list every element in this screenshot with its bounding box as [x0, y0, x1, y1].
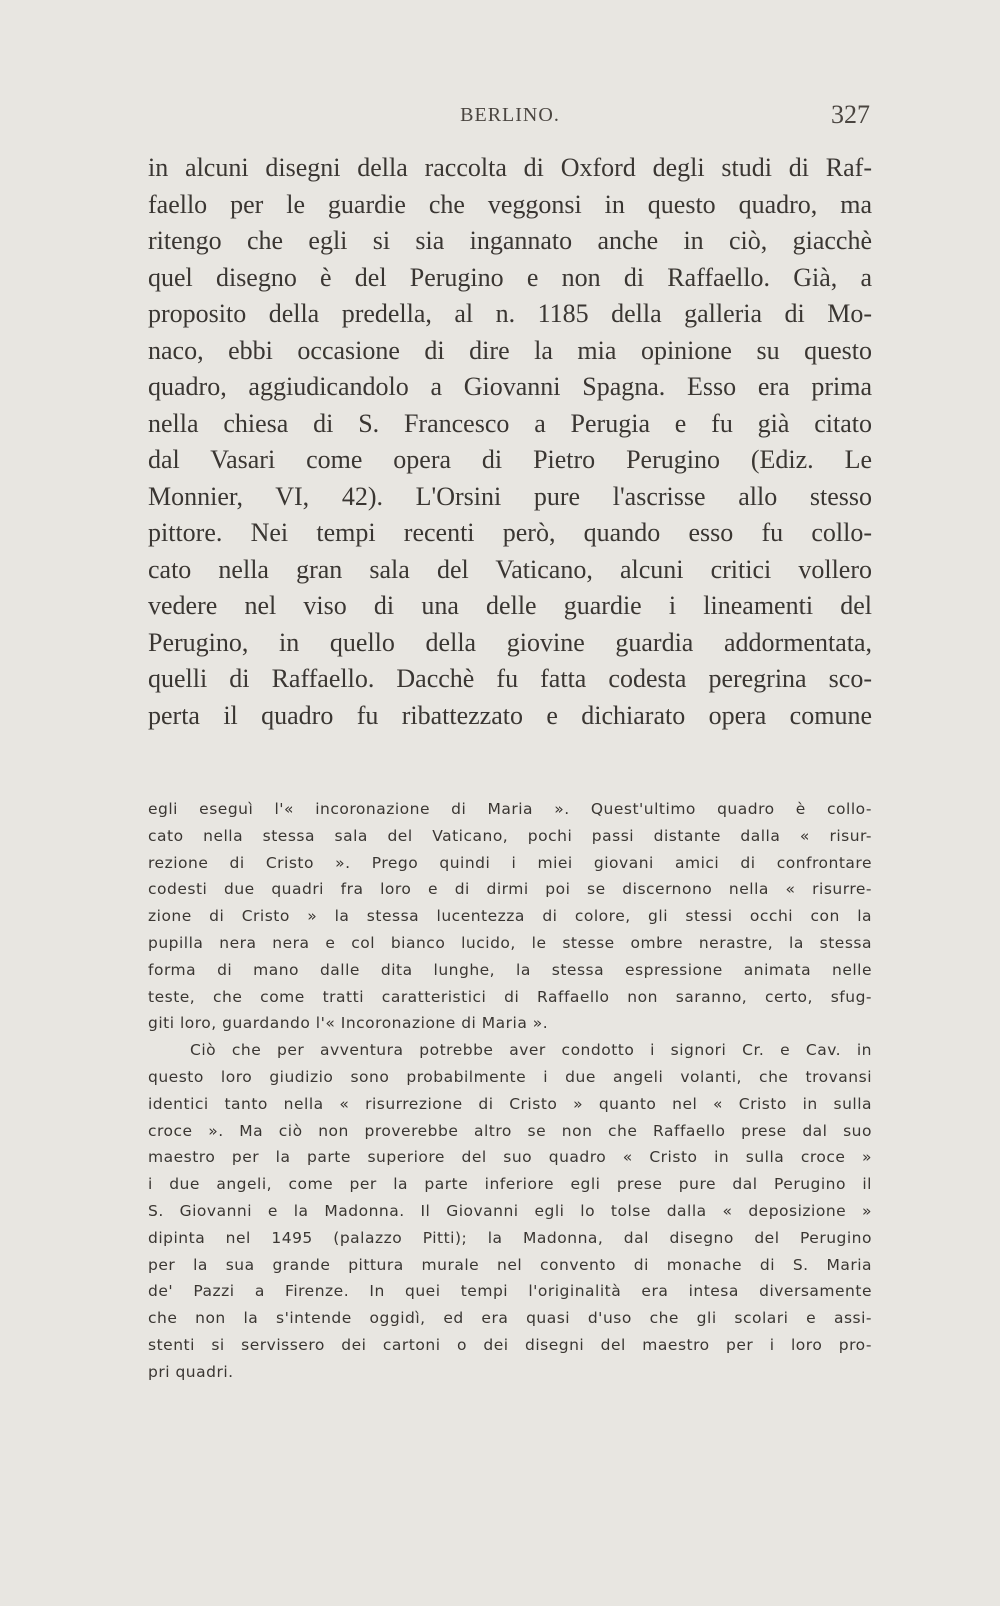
note-line: maestro per la parte superiore del suo quadro « Cristo in sulla croce »: [148, 1148, 872, 1167]
note-line: forma di mano dalle dita lunghe, la stessa espressione animata nelle: [148, 960, 872, 979]
note-line: pupilla nera nera e col bianco lucido, le stesse ombre nerastre, la stessa: [148, 933, 872, 952]
body-line: perta il quadro fu ribattezzato e dichiarato opera comune: [148, 700, 872, 730]
note-line: de' Pazzi a Firenze. In quei tempi l'originalità era intesa diversamente: [148, 1282, 872, 1301]
note-line: i due angeli, come per la parte inferiore egli prese pure dal Perugino il: [148, 1175, 872, 1194]
body-line: Perugino, in quello della giovine guardia addormentata,: [148, 627, 872, 657]
note-line: giti loro, guardando l'« Incoronazione di Maria ».: [148, 1014, 549, 1033]
footnotes: [148, 796, 872, 1386]
note-line: identici tanto nella « risurrezione di Cristo » quanto nel « Cristo in sulla: [148, 1094, 872, 1113]
note-line: egli eseguì l'« incoronazione di Maria ». Quest'ultimo quadro è collo-: [148, 800, 872, 818]
body-line: quelli di Raffaello. Dacchè fu fatta codesta peregrina sco-: [148, 664, 872, 693]
main-text: [148, 150, 872, 734]
note-line: che non la s'intende oggidì, ed era quasi d'uso che gli scolari e assi-: [148, 1309, 872, 1328]
note-line: rezione di Cristo ». Prego quindi i miei giovani amici di confrontare: [148, 853, 872, 872]
body-line: dal Vasari come opera di Pietro Perugino (Ediz. Le: [148, 445, 872, 474]
body-line: quadro, aggiudicandolo a Giovanni Spagna. Esso era prima: [148, 372, 872, 401]
note-line: Ciò che per avventura potrebbe aver condotto i signori Cr. e Cav. in: [190, 1041, 872, 1060]
body-line: nella chiesa di S. Francesco a Perugia e fu già citato: [148, 408, 872, 438]
note-line: pri quadri.: [148, 1362, 234, 1381]
note-line: S. Giovanni e la Madonna. Il Giovanni egli lo tolse dalla « deposizione »: [148, 1201, 872, 1220]
page-number: 327: [831, 100, 870, 129]
note-line: per la sua grande pittura murale nel convento di monache di S. Maria: [148, 1255, 872, 1274]
body-line: pittore. Nei tempi recenti però, quando esso fu collo-: [148, 518, 872, 547]
note-line: codesti due quadri fra loro e di dirmi poi se discernono nella « risurre-: [148, 880, 872, 899]
body-line: ritengo che egli si sia ingannato anche in ciò, giacchè: [148, 226, 872, 255]
note-line: stenti si servissero dei cartoni o dei disegni del maestro per i loro pro-: [148, 1335, 872, 1354]
note-line: questo loro giudizio sono probabilmente i due angeli volanti, che trovansi: [148, 1067, 872, 1086]
body-line: in alcuni disegni della raccolta di Oxford degli studi di Raf-: [148, 153, 872, 182]
body-line: naco, ebbi occasione di dire la mia opinione su questo: [148, 335, 872, 365]
body-line: quel disegno è del Perugino e non di Raffaello. Già, a: [148, 262, 872, 292]
body-line: vedere nel viso di una delle guardie i lineamenti del: [148, 591, 872, 620]
body-line: faello per le guardie che veggonsi in questo quadro, ma: [148, 189, 872, 219]
note-line: croce ». Ma ciò non proverebbe altro se non che Raffaello prese dal suo: [148, 1121, 872, 1140]
note-line: cato nella stessa sala del Vaticano, pochi passi distante dalla « risur-: [148, 826, 872, 845]
note-line: zione di Cristo » la stessa lucentezza di colore, gli stessi occhi con la: [148, 907, 872, 926]
running-head: BERLINO.: [460, 104, 560, 126]
body-line: cato nella gran sala del Vaticano, alcuni critici vollero: [148, 554, 872, 584]
body-line: Monnier, VI, 42). L'Orsini pure l'ascrisse allo stesso: [148, 481, 872, 511]
body-line: proposito della predella, al n. 1185 della galleria di Mo-: [148, 299, 872, 328]
note-line: teste, che come tratti caratteristici di Raffaello non saranno, certo, sfug-: [148, 987, 872, 1006]
note-line: dipinta nel 1495 (palazzo Pitti); la Madonna, dal disegno del Perugino: [148, 1228, 872, 1247]
page-header: [150, 100, 870, 134]
